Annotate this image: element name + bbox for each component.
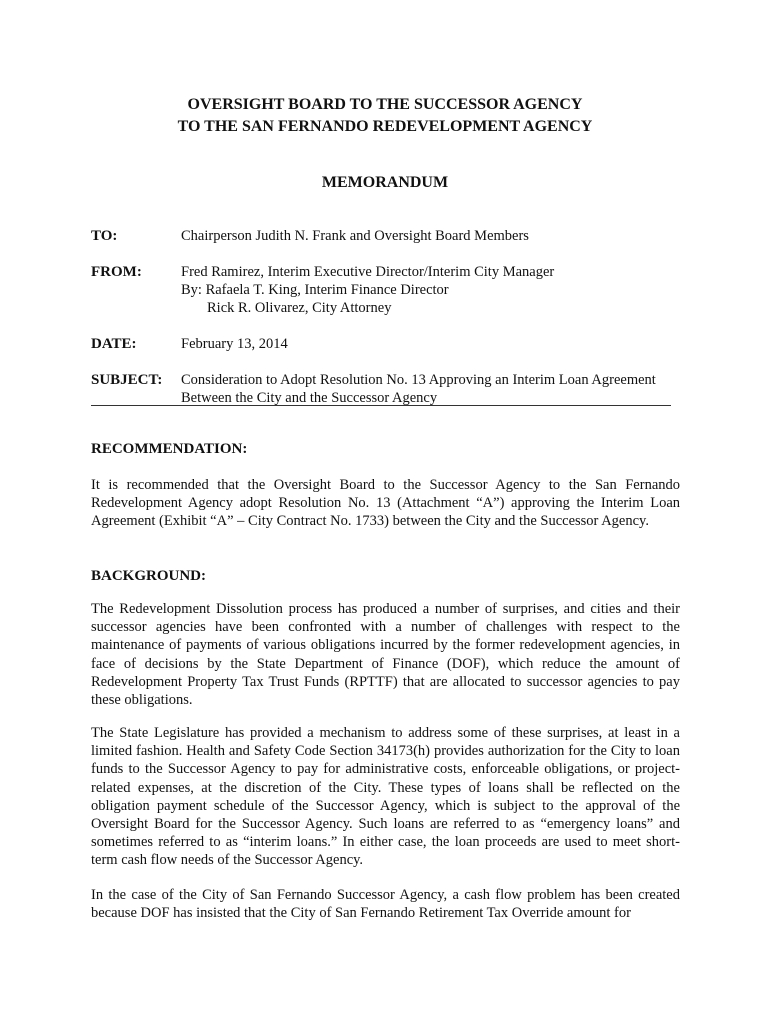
background-paragraph-2: The State Legislature has provided a mechanism to address some of these surprises, at least in a limited fashion. Health and Safety Code Section 34173(h) provides authorization for the City to loan funds to the Successor Agency to pay for administrative costs, enforceable obligations, or project-related expenses, at the discretion of the City. These types of loans shall be reflected on the obligation payment schedule of the Successor Agency, which is subject to the approval of the Oversight Board for the Successor Agency. Such loans are referred to as “emergency loans” and sometimes referred to as “interim loans.” In either case, the loan proceeds are used to meet short-term cash flow needs of the Successor Agency. [91, 725, 680, 869]
background-heading: BACKGROUND: [91, 568, 206, 584]
recommendation-text: It is recommended that the Oversight Board to the Successor Agency to the San Fernando Redevelopment Agency adopt Resolution No. 13 (Attachment “A”) approving the Interim Loan Agreement (Exhibit “A” – City Contract No. 1733) between the City and the Successor Agency. [91, 477, 680, 530]
date-label: DATE: [91, 336, 137, 352]
subject-line-2: Between the City and the Successor Agency [181, 390, 438, 406]
subject-label: SUBJECT: [91, 372, 163, 388]
background-paragraph-3: In the case of the City of San Fernando Successor Agency, a cash flow problem has been created because DOF has insisted that the City of San Fernando Retirement Tax Override amount for [91, 887, 680, 922]
date-value: February 13, 2014 [181, 336, 288, 352]
header-line-2: TO THE SAN FERNANDO REDEVELOPMENT AGENCY [177, 118, 593, 135]
subject-line-1: Consideration to Adopt Resolution No. 13 Approving an Interim Loan Agreement [181, 372, 656, 388]
to-value: Chairperson Judith N. Frank and Oversight Board Members [181, 228, 529, 244]
header-line-1: OVERSIGHT BOARD TO THE SUCCESSOR AGENCY [187, 96, 583, 113]
to-label: TO: [91, 228, 118, 244]
from-label: FROM: [91, 264, 142, 280]
memo-title: MEMORANDUM [321, 174, 449, 191]
recommendation-heading: RECOMMENDATION: [91, 441, 248, 457]
from-line-2: By: Rafaela T. King, Interim Finance Director [181, 282, 449, 298]
separator-rule [91, 405, 671, 406]
from-line-3: Rick R. Olivarez, City Attorney [207, 300, 392, 316]
background-paragraph-1: The Redevelopment Dissolution process has produced a number of surprises, and cities and their successor agencies have been confronted with a number of challenges with respect to the maintenance of payments of various obligations incurred by the former redevelopment agencies, in face of decisions by the State Department of Finance (DOF), which reduce the amount of Redevelopment Property Tax Trust Funds (RPTTF) that are allocated to successor agencies to pay these obligations. [91, 601, 680, 709]
from-line-1: Fred Ramirez, Interim Executive Director/Interim City Manager [181, 264, 555, 280]
